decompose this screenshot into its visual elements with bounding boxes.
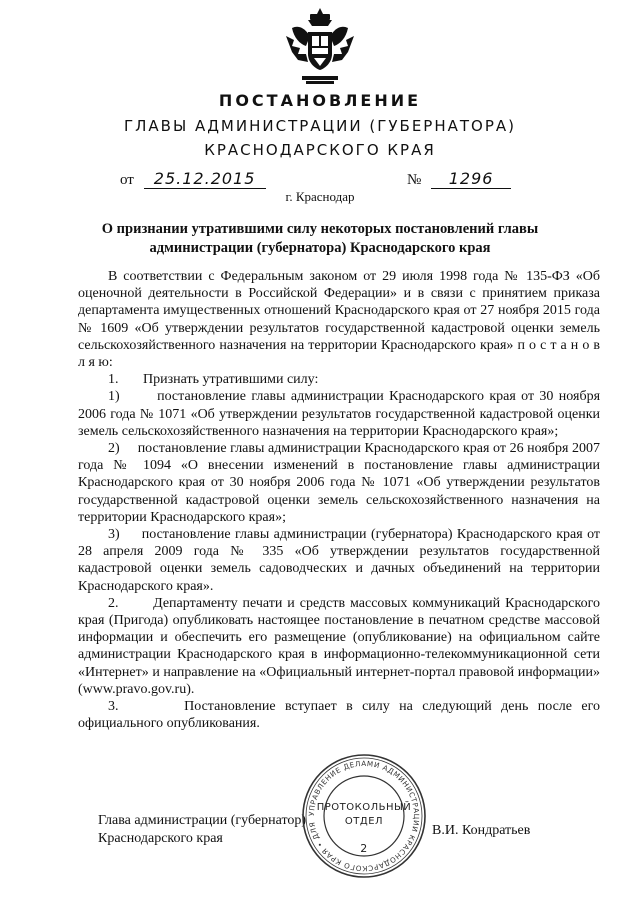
signatory-position-line2: Краснодарского края	[98, 831, 223, 846]
item-1-number: 1.	[108, 372, 119, 388]
subitem-2-number: 2)	[108, 441, 120, 457]
subitem-1-text: постановление главы администрации Краснодарского края от 30 ноября 2006 года № 1071 «Об утверждении результатов государственной кадастровой оценки земель сельскохозяйственного назначения на территории Краснодарского края»;	[78, 389, 601, 439]
subitem-3-text: постановление главы администрации (губернатора) Краснодарского края от 28 апреля 2009 года № 335 «Об утверждении результатов государственной кадастровой оценки земель садоводческих и дачных объединений на территории Краснодарского края».	[78, 527, 600, 594]
decree-word: п о с т а н о в л я ю:	[78, 337, 601, 371]
stamp-line1: ПРОТОКОЛЬНЫЙ	[316, 802, 412, 813]
date-field	[120, 169, 266, 189]
signatory-position	[98, 812, 306, 848]
stamp-ring-text: УПРАВЛЕНИЕ ДЕЛАМИ АДМИНИСТРАЦИИ КРАСНОДАРСКОГО КРАЯ • ДЛЯ	[306, 758, 422, 874]
coat-of-arms-emblem	[282, 6, 358, 86]
signatory-position-line1: Глава администрации (губернатор)	[98, 813, 307, 828]
intro-text: В соответствии с Федеральным законом от 29 июля 1998 года № 135-ФЗ «Об оценочной деятельности в Российской Федерации» и в связи с принятием приказа департамента имущественных отношений Краснодарского края от 27 ноября 2015 года № 1609 «Об утверждении результатов государственной кадастровой оценки земель сельскохозяйственного назначения на территории Краснодарского края»	[78, 269, 600, 353]
subitem-1-number: 1)	[108, 389, 120, 405]
item-2-number: 2.	[108, 595, 119, 611]
date-prefix: от	[120, 172, 134, 188]
item-1	[78, 371, 600, 388]
item-3-number: 3.	[108, 699, 119, 715]
stamp-number: 2	[360, 842, 368, 855]
number-field	[407, 169, 511, 189]
subitem-1	[78, 388, 600, 440]
document-body	[78, 268, 600, 732]
number-value: 1296	[431, 169, 511, 189]
item-3-text: Постановление вступает в силу на следующий день после его официального опубликования.	[78, 699, 600, 732]
date-value: 25.12.2015	[144, 169, 266, 189]
document-subject-title: О признании утратившими силу некоторых постановлений главы администрации (губернатора) Краснодарского края	[101, 221, 539, 256]
number-prefix: №	[407, 172, 422, 188]
issuer-line: ГЛАВЫ АДМИНИСТРАЦИИ (ГУБЕРНАТОРА)	[123, 117, 517, 135]
region-line: КРАСНОДАРСКОГО КРАЯ	[204, 141, 436, 159]
signatory-name: В.И. Кондратьев	[432, 823, 531, 838]
item-3	[78, 698, 600, 732]
subitem-2	[78, 440, 600, 526]
item-1-text: Признать утратившими силу:	[143, 372, 319, 388]
item-2	[78, 595, 600, 698]
item-2-text: Департаменту печати и средств массовых коммуникаций Краснодарского края (Пригода) опубликовать настоящее постановление в печатном средстве массовой информации и обеспечить его размещение (опубликование) на официальном сайте администрации Краснодарского края в информационно-телекоммуникационной сети «Интернет» и направление на «Официальный интернет-портал правовой информации» (www.pravo.gov.ru).	[78, 595, 601, 697]
subitem-3	[78, 526, 600, 595]
subitem-3-number: 3)	[108, 527, 120, 543]
intro-paragraph	[78, 268, 600, 371]
subitem-2-text: постановление главы администрации Краснодарского края от 26 ноября 2007 года № 1094 «О внесении изменений в постановление главы администрации Краснодарского края от 30 ноября 2006 года № 1071 «Об утверждении результатов государственной кадастровой оценки земель сельскохозяйственного назначения на территории Краснодарского края»;	[78, 441, 600, 525]
document-type-title: ПОСТАНОВЛЕНИЕ	[218, 91, 422, 110]
city-label: г. Краснодар	[285, 189, 355, 204]
protocol-department-stamp	[300, 752, 428, 880]
stamp-line2: ОТДЕЛ	[344, 816, 384, 827]
